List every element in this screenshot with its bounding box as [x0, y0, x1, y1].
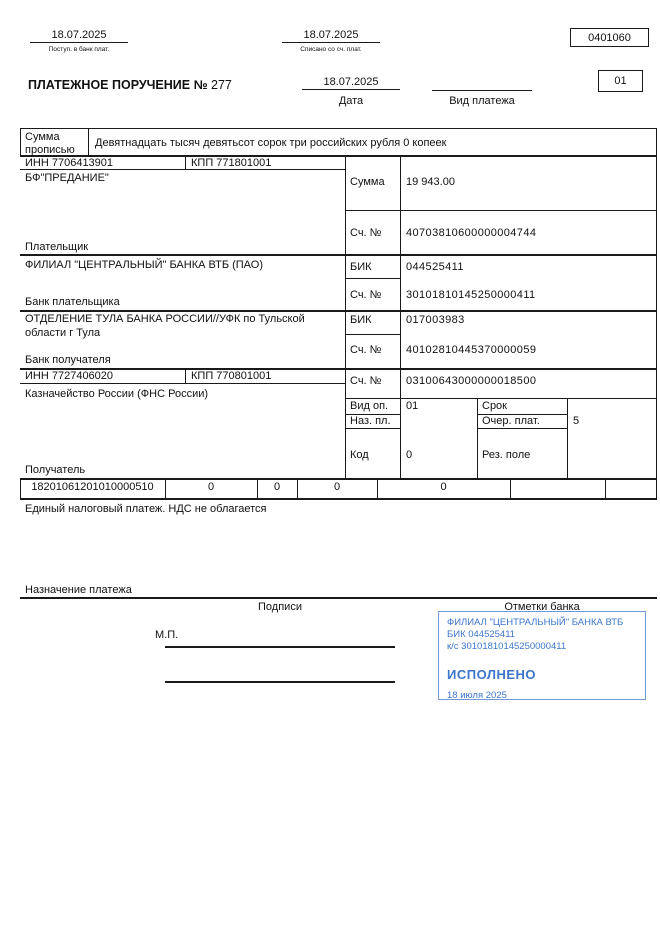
payer-bank-account-label: Сч. №: [350, 289, 382, 301]
payment-purpose-text: Единый налоговый платеж. НДС не облагается: [25, 503, 267, 515]
payee-name: Казначейство России (ФНС России): [25, 388, 209, 400]
payee-bank-name: ОТДЕЛЕНИЕ ТУЛА БАНКА РОССИИ//УФК по Тульской области г Тула: [25, 313, 305, 339]
priority-value: 5: [573, 415, 580, 427]
payer-kpp: КПП 771801001: [191, 157, 272, 169]
amount-label: Сумма: [350, 176, 385, 188]
payee-inn: ИНН 7727406020: [25, 370, 114, 382]
divider: [20, 155, 657, 157]
document-date: 18.07.2025: [302, 76, 400, 90]
divider: [20, 498, 657, 500]
amount-in-words-value: Девятнадцать тысяч девятьсот сорок три российских рубля 0 копеек: [95, 137, 447, 149]
op-type-label: Вид оп.: [350, 400, 389, 412]
payee-bank-bik-label: БИК: [350, 314, 372, 326]
tax-field-period: 0: [333, 481, 341, 493]
divider: [345, 398, 657, 399]
divider: [88, 128, 89, 155]
tax-field-kbk: 18201061201010000510: [31, 481, 154, 493]
signature-line-1: [165, 646, 395, 648]
payment-type-field: [432, 76, 532, 91]
amount-value: 19 943.00: [406, 176, 455, 188]
payee-kpp: КПП 770801001: [191, 370, 272, 382]
amount-in-words-label: Сумма прописью: [25, 131, 75, 156]
divider: [20, 128, 21, 155]
stamp-bik: БИК 044525411: [447, 629, 516, 640]
seal-place-label: М.П.: [155, 629, 179, 641]
payer-bank-account: 30101810145250000411: [406, 289, 536, 301]
payer-bank-bik: 044525411: [406, 261, 464, 273]
divider: [345, 428, 401, 429]
op-type-value: 01: [406, 400, 419, 412]
divider: [477, 398, 478, 478]
term-label: Срок: [482, 400, 507, 412]
divider: [345, 210, 657, 211]
divider: [20, 478, 657, 480]
divider: [656, 128, 657, 498]
document-date-label: Дата: [338, 95, 364, 107]
payee-bank-account: 40102810445370000059: [406, 344, 537, 356]
divider: [400, 155, 401, 478]
date-debited: 18.07.2025: [282, 29, 380, 43]
divider: [345, 278, 401, 279]
code-value: 0: [406, 449, 413, 461]
payee-label: Получатель: [25, 464, 86, 476]
payer-bank-label: Банк плательщика: [25, 296, 120, 308]
stamp-corr-account: к/с 30101810145250000411: [447, 641, 567, 652]
payee-account-label: Сч. №: [350, 375, 382, 387]
pay-purpose-label: Наз. пл.: [350, 415, 391, 427]
divider: [20, 368, 657, 370]
form-code-box: 0401060: [570, 28, 649, 47]
signatures-label: Подписи: [258, 601, 302, 613]
stamp-date: 18 июля 2025: [447, 690, 507, 701]
divider: [477, 428, 568, 429]
stamp-status: ИСПОЛНЕНО: [447, 667, 537, 682]
title-text: ПЛАТЕЖНОЕ ПОРУЧЕНИЕ №: [28, 78, 208, 92]
payer-account: 40703810600000004744: [406, 227, 537, 239]
divider: [510, 478, 511, 498]
divider: [20, 254, 657, 256]
document-number: 277: [211, 78, 232, 92]
document-title: [28, 79, 232, 92]
date-received-bank: 18.07.2025: [30, 29, 128, 43]
payee-bank-label: Банк получателя: [25, 354, 111, 366]
payee-account: 03100643000000018500: [406, 375, 537, 387]
divider: [185, 155, 186, 169]
divider: [345, 155, 346, 478]
tax-field-doc-number: 0: [440, 481, 447, 493]
signature-line-2: [165, 681, 395, 683]
divider: [20, 597, 657, 599]
status-code-box: 01: [598, 70, 643, 92]
code-label: Код: [350, 449, 369, 461]
payer-label: Плательщик: [25, 241, 89, 253]
divider: [20, 128, 657, 129]
stamp-bank-name: ФИЛИАЛ "ЦЕНТРАЛЬНЫЙ" БАНКА ВТБ: [447, 617, 624, 628]
divider: [20, 383, 345, 384]
divider: [567, 398, 568, 478]
payee-bank-bik: 017003983: [406, 314, 465, 326]
divider: [20, 310, 657, 312]
payer-bank-bik-label: БИК: [350, 261, 372, 273]
payee-bank-account-label: Сч. №: [350, 344, 382, 356]
reserve-field-label: Рез. поле: [482, 449, 531, 461]
payer-inn: ИНН 7706413901: [25, 157, 114, 169]
payer-bank-name: ФИЛИАЛ "ЦЕНТРАЛЬНЫЙ" БАНКА ВТБ (ПАО): [25, 259, 263, 271]
payer-name: БФ"ПРЕДАНИЕ": [25, 172, 109, 184]
tax-field-basis: 0: [273, 481, 281, 493]
priority-label: Очер. плат.: [482, 415, 540, 427]
divider: [605, 478, 606, 498]
divider: [185, 368, 186, 383]
payment-purpose-label: Назначение платежа: [25, 584, 132, 596]
date-debited-label: Списано со сч. плат.: [300, 46, 362, 53]
bank-stamp: [438, 611, 646, 700]
tax-field-oktmo: 0: [207, 481, 215, 493]
payment-type-label: Вид платежа: [449, 95, 515, 107]
divider: [345, 334, 401, 335]
bank-marks-label: Отметки банка: [504, 601, 580, 613]
payer-account-label: Сч. №: [350, 227, 382, 239]
date-received-bank-label: Поступ. в банк плат.: [48, 46, 110, 53]
